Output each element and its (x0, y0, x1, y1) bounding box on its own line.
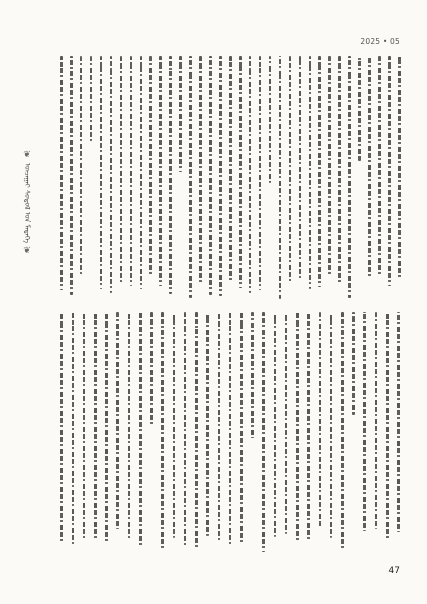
script-ink (249, 56, 252, 293)
script-ink (218, 312, 221, 541)
text-line (209, 56, 212, 295)
script-ink (239, 56, 242, 288)
text-line (110, 56, 113, 293)
text-line (338, 56, 341, 285)
script-ink (110, 56, 113, 293)
script-ink (341, 312, 344, 551)
text-line (309, 56, 312, 289)
text-line (83, 312, 86, 539)
text-line (368, 56, 371, 277)
text-line (251, 312, 254, 438)
script-ink (358, 56, 361, 161)
script-ink (285, 312, 288, 534)
text-line (378, 56, 381, 276)
text-line (299, 56, 302, 281)
ornament-bottom-icon: ❦ (23, 246, 31, 257)
script-ink (149, 56, 152, 275)
script-ink (397, 312, 400, 532)
script-ink (289, 56, 292, 284)
text-line (307, 312, 310, 540)
text-line (239, 56, 242, 288)
text-line (105, 312, 108, 542)
text-line (128, 312, 131, 539)
text-line (229, 312, 232, 546)
script-ink (199, 56, 202, 285)
script-ink (398, 56, 401, 279)
text-line (130, 56, 133, 286)
script-ink (274, 312, 277, 537)
text-line (199, 56, 202, 285)
text-line (341, 312, 344, 551)
script-ink (128, 312, 131, 539)
text-line (289, 56, 292, 284)
text-line (363, 312, 366, 531)
text-line (60, 312, 63, 542)
script-ink (368, 56, 371, 277)
script-ink (251, 312, 254, 438)
text-line (388, 56, 391, 286)
script-ink (296, 312, 299, 542)
script-ink (70, 56, 73, 295)
text-line (318, 56, 321, 287)
text-line (375, 312, 378, 529)
text-line (169, 56, 172, 294)
text-line (179, 56, 182, 172)
text-line (150, 312, 153, 427)
text-line (90, 56, 93, 143)
script-ink (169, 56, 172, 294)
script-ink (173, 312, 176, 538)
script-ink (120, 56, 123, 285)
text-column-lower (57, 312, 405, 552)
script-ink (60, 56, 63, 290)
script-ink (352, 312, 355, 415)
text-line (70, 56, 73, 295)
script-ink (375, 312, 378, 529)
script-ink (219, 56, 222, 296)
text-line (285, 312, 288, 534)
script-ink (209, 56, 212, 295)
text-line (173, 312, 176, 538)
script-ink (90, 56, 93, 143)
text-line (189, 56, 192, 298)
text-line (140, 56, 143, 289)
text-line (319, 312, 322, 528)
text-line (249, 56, 252, 293)
text-line (274, 312, 277, 537)
text-line (72, 312, 75, 546)
script-ink (130, 56, 133, 286)
text-line (161, 312, 164, 551)
script-ink (184, 312, 187, 548)
script-ink (100, 56, 103, 289)
script-ink (330, 312, 333, 538)
script-ink (195, 312, 198, 550)
page-number: 47 (388, 566, 400, 576)
text-line (269, 56, 272, 183)
script-ink (348, 56, 351, 298)
text-line (352, 312, 355, 415)
text-line (259, 56, 262, 290)
text-line (328, 56, 331, 275)
script-ink (206, 312, 209, 536)
text-line (60, 56, 63, 290)
script-ink (116, 312, 119, 529)
text-line (149, 56, 152, 275)
text-line (296, 312, 299, 542)
issue-number: 2025 • 05 (360, 37, 400, 46)
script-ink (80, 56, 83, 275)
text-line (348, 56, 351, 298)
text-line (120, 56, 123, 285)
text-line (279, 56, 282, 299)
script-ink (94, 312, 97, 539)
text-line (184, 312, 187, 548)
script-ink (161, 312, 164, 551)
script-ink (189, 56, 192, 298)
text-line (195, 312, 198, 550)
script-ink (72, 312, 75, 546)
script-ink (338, 56, 341, 285)
text-line (159, 56, 162, 286)
text-line (358, 56, 361, 161)
text-line (116, 312, 119, 529)
script-ink (240, 312, 243, 544)
script-ink (269, 56, 272, 183)
text-line (94, 312, 97, 539)
script-ink (139, 312, 142, 547)
script-ink (229, 312, 232, 546)
script-ink (229, 56, 232, 283)
script-ink (259, 56, 262, 290)
text-line (219, 56, 222, 296)
script-ink (328, 56, 331, 275)
text-line (386, 312, 389, 539)
script-ink (388, 56, 391, 286)
script-ink (105, 312, 108, 542)
script-ink (363, 312, 366, 531)
script-ink (279, 56, 282, 299)
text-line (398, 56, 401, 279)
script-ink (83, 312, 86, 539)
running-header-text: ᠤᠨᠴᠠᠭᠠᠢ ᠰᠤᠳᠤᠯ ᠤᠨ ᠮᠡᠳᠡᠭᠡ (23, 163, 31, 244)
text-line (100, 56, 103, 289)
script-ink (140, 56, 143, 289)
text-line (80, 56, 83, 275)
text-line (240, 312, 243, 544)
script-ink (262, 312, 265, 552)
script-ink (386, 312, 389, 539)
script-ink (378, 56, 381, 276)
script-ink (150, 312, 153, 427)
text-column-upper (57, 56, 405, 299)
script-ink (307, 312, 310, 540)
text-line (262, 312, 265, 552)
script-ink (299, 56, 302, 281)
script-ink (179, 56, 182, 172)
running-header (20, 150, 34, 300)
ornament-top-icon: ❦ (23, 150, 31, 160)
text-line (229, 56, 232, 283)
text-line (397, 312, 400, 532)
script-ink (318, 56, 321, 287)
script-ink (319, 312, 322, 528)
text-line (206, 312, 209, 536)
text-line (139, 312, 142, 547)
script-ink (159, 56, 162, 286)
script-ink (60, 312, 63, 542)
text-line (330, 312, 333, 538)
text-line (218, 312, 221, 541)
script-ink (309, 56, 312, 289)
